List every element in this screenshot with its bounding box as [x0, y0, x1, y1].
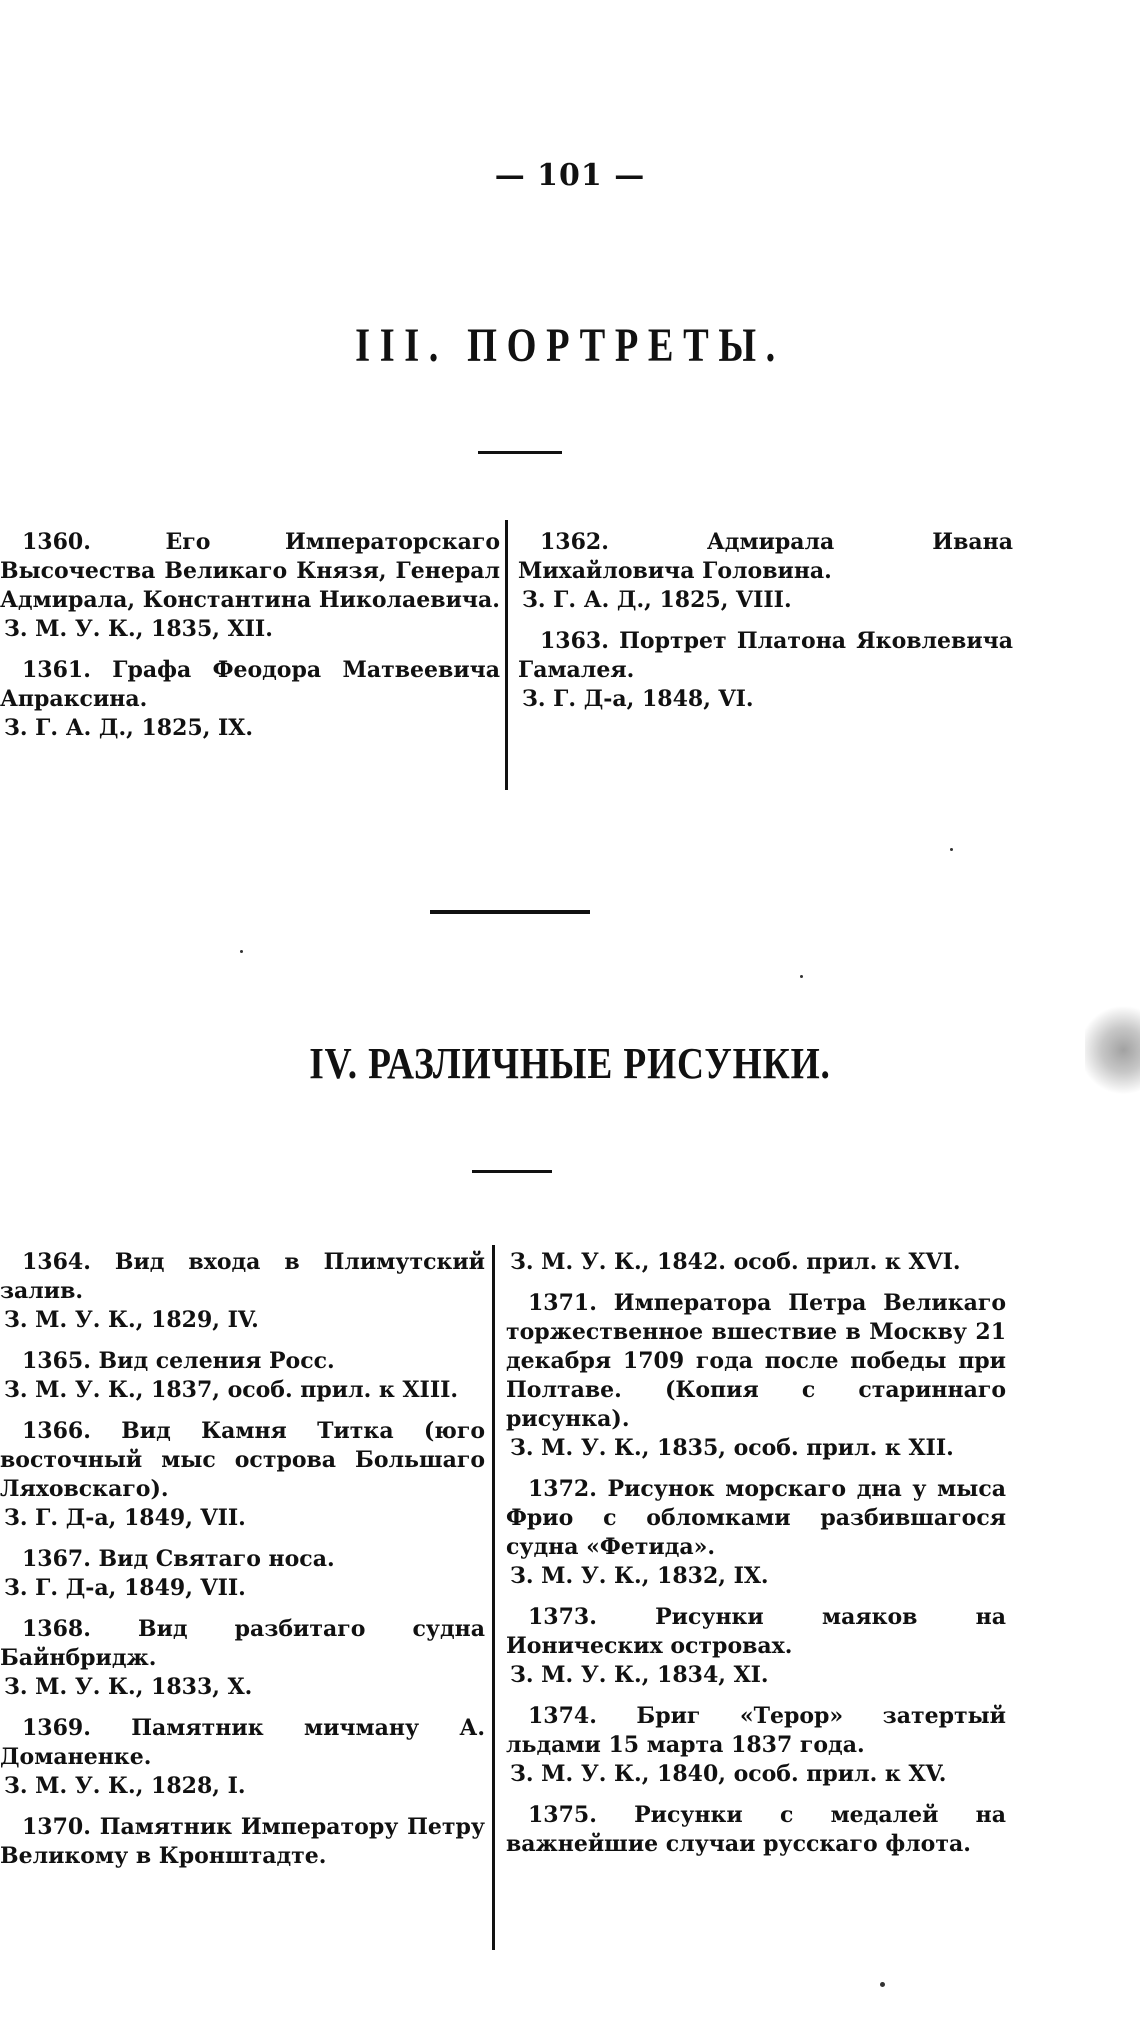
- catalog-entry: [0, 1347, 485, 1405]
- entry-title: 1374. Бриг «Терор» затертый льдами 15 марта 1837 года.: [506, 1703, 1006, 1758]
- page-number: — 101 —: [494, 158, 646, 193]
- entry-source: З. Г. Д-а, 1849, VII.: [4, 1505, 246, 1531]
- entry-title: 1363. Портрет Платона Яковлевича Гамалея.: [518, 628, 1013, 683]
- catalog-entry: [0, 1248, 485, 1335]
- column-divider: [492, 1245, 495, 1950]
- entry-source: З. М. У. К., 1842. особ. прил. к XVI.: [510, 1249, 961, 1275]
- entry-source: З. М. У. К., 1837, особ. прил. к XIII.: [4, 1377, 459, 1403]
- catalog-entry: [506, 1475, 1006, 1591]
- portraits-left-column: [0, 528, 500, 755]
- entry-title: 1364. Вид входа в Плимутский залив.: [0, 1249, 485, 1304]
- portraits-right-column: [518, 528, 1013, 726]
- drawings-right-column: [506, 1248, 1006, 1871]
- section-heading-drawings: IV. РАЗЛИЧНЫЕ РИСУНКИ.: [309, 1039, 831, 1088]
- catalog-entry: [506, 1248, 1006, 1277]
- entry-source: З. М. У. К., 1834, XI.: [510, 1662, 769, 1688]
- catalog-entry: [0, 1545, 485, 1603]
- section-heading-portraits: III. ПОРТРЕТЫ.: [355, 319, 785, 372]
- column-divider: [505, 520, 508, 790]
- entry-title: 1375. Рисунки с медалей на важнейшие случаи русскаго флота.: [506, 1802, 1006, 1857]
- catalog-entry: [0, 528, 500, 644]
- entry-source: З. М. У. К., 1840, особ. прил. к XV.: [510, 1761, 947, 1787]
- catalog-entry: [506, 1801, 1006, 1859]
- entry-source: З. М. У. К., 1835, XII.: [4, 616, 273, 642]
- catalog-entry: [506, 1289, 1006, 1463]
- paper-edge-mark: [1085, 1000, 1140, 1100]
- entry-title: 1369. Памятник мичману А. Доманенке.: [0, 1715, 485, 1770]
- ink-speck: [800, 975, 803, 978]
- ink-speck: [950, 848, 953, 851]
- entry-title: 1372. Рисунок морскаго дна у мыса Фрио с обломками разбившагося судна «Фетида».: [506, 1476, 1006, 1560]
- catalog-entry: [518, 528, 1013, 615]
- entry-title: 1362. Адмирала Ивана Михайловича Головина.: [518, 529, 1013, 584]
- ink-speck: [880, 1982, 885, 1987]
- catalog-entry: [506, 1702, 1006, 1789]
- divider-rule: [472, 1170, 552, 1173]
- entry-source: З. М. У. К., 1833, X.: [4, 1674, 253, 1700]
- entry-title: 1366. Вид Камня Титка (юго восточный мыс острова Большаго Ляховскаго).: [0, 1418, 485, 1502]
- entry-source: З. Г. А. Д., 1825, VIII.: [522, 587, 792, 613]
- section-separator-rule: [430, 910, 590, 914]
- entry-title: 1367. Вид Святаго носа.: [22, 1546, 335, 1572]
- catalog-entry: [0, 1714, 485, 1801]
- drawings-left-column: [0, 1248, 485, 1883]
- divider-rule: [478, 451, 562, 454]
- entry-title: 1371. Императора Петра Великаго торжественное вшествие в Москву 21 декабря 1709 года после победы при Полтаве. (Копия с стариннаго рисунка).: [506, 1290, 1006, 1432]
- catalog-entry: [0, 1615, 485, 1702]
- catalog-entry: [0, 1417, 485, 1533]
- entry-source: З. М. У. К., 1829, IV.: [4, 1307, 259, 1333]
- entry-title: 1373. Рисунки маяков на Ионических островах.: [506, 1604, 1006, 1659]
- entry-source: З. Г. Д-а, 1848, VI.: [522, 686, 754, 712]
- entry-title: 1368. Вид разбитаго судна Байнбридж.: [0, 1616, 485, 1671]
- catalog-entry: [0, 1813, 485, 1871]
- entry-source: З. М. У. К., 1832, IX.: [510, 1563, 769, 1589]
- ink-speck: [240, 950, 243, 953]
- catalog-entry: [506, 1603, 1006, 1690]
- entry-source: З. Г. Д-а, 1849, VII.: [4, 1575, 246, 1601]
- entry-title: 1370. Памятник Императору Петру Великому в Кронштадте.: [0, 1814, 485, 1869]
- entry-title: 1360. Его Императорскаго Высочества Великаго Князя, Генерал Адмирала, Константина Николаевича.: [0, 529, 500, 613]
- entry-source: З. М. У. К., 1828, I.: [4, 1773, 246, 1799]
- entry-source: З. М. У. К., 1835, особ. прил. к XII.: [510, 1435, 954, 1461]
- catalog-entry: [0, 656, 500, 743]
- entry-title: 1361. Графа Феодора Матвеевича Апраксина.: [0, 657, 500, 712]
- entry-source: З. Г. А. Д., 1825, IX.: [4, 715, 254, 741]
- entry-title: 1365. Вид селения Росс.: [22, 1348, 335, 1374]
- catalog-entry: [518, 627, 1013, 714]
